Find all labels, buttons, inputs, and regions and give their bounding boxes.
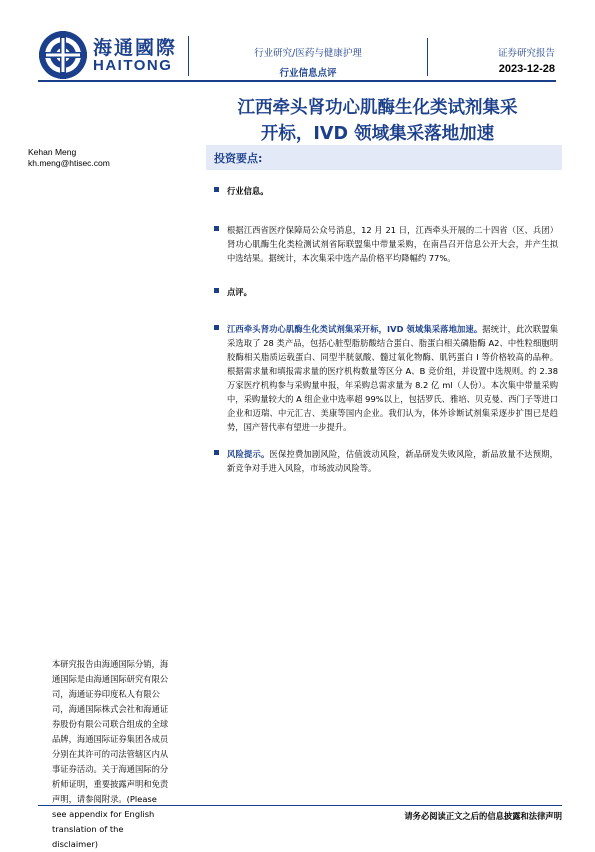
logo-chinese-name: 海通國際 [93,37,178,59]
list-item-lead: 江西牵头肾功心肌酶生化类试剂集采开标，IVD 领域集采落地加速。 [227,324,483,334]
report-category: 行业研究/医药与健康护理 [254,48,362,59]
list-item-text [227,322,558,434]
list-item [214,285,558,299]
title-line-1: 江西牵头肾功心肌酶生化类试剂集采 [237,98,518,118]
key-points-header [206,145,562,170]
key-points-title: 投资要点: [214,152,263,165]
bullet-icon [214,288,219,293]
footer-rule [38,805,562,806]
list-item [214,322,558,434]
list-item-lead: 风险提示。 [227,449,270,459]
disclaimer-text: 本研究报告由海通国际分销，海通国际是由海通国际研究有限公司，海通证券印度私人有限公司，海通国际株式会社和海通证券股份有限公司联合组成的全球品牌，海通国际证券集团各成员分别在其许可的司法管辖区内从事证券活动。关于海通国际的分析师证明，重要披露声明和免责声明，请参阅附录。(Please see appendix for English translation of the disclaimer) [52,659,169,849]
list-item [214,184,558,198]
list-item-text: 根据江西省医疗保障局公众号消息，12 月 21 日，江西牵头开展的二十四省（区、兵团）肾功心肌酶生化类检测试剂省际联盟集中带量采购，在南昌召开信息公开大会，并产生拟中选结果。据统计，本次集采中选产品价格平均降幅约 77%。 [227,225,558,263]
list-item-text: 行业信息。 [227,186,269,196]
footer-notice: 请务必阅读正文之后的信息披露和法律声明 [404,811,562,821]
header-divider [188,36,189,76]
key-points-panel [206,145,562,793]
bullet-icon [214,325,219,330]
author-email[interactable]: kh.meng@htisec.com [28,158,110,168]
header-rule [38,80,556,82]
author-block [28,147,110,169]
report-date: 2023-12-28 [498,63,555,75]
list-item-body: 医保控费加剧风险，估值波动风险，新品研发失败风险，新品放量不达预期，新竞争对手进入风险，市场波动风险等。 [227,449,558,473]
list-item [214,223,558,265]
list-item-text: 点评。 [227,287,252,297]
haitong-logo-icon [38,30,88,80]
report-subcategory: 行业信息点评 [279,68,337,79]
logo-english-name: HAITONG [93,57,173,74]
bullet-icon [214,450,219,455]
header-divider [427,38,428,76]
author-name: Kehan Meng [28,147,77,157]
report-title [190,95,565,147]
list-item [214,447,558,475]
bullet-icon [214,226,219,231]
list-item-text [227,447,558,475]
report-type: 证券研究报告 [497,48,555,59]
title-line-2: 开标，IVD 领域集采落地加速 [260,124,495,144]
list-item-body: 据统计，此次联盟集采选取了 28 类产品，包括心脏型脂肪酸结合蛋白、脂蛋白相关磷脂酶 A2、中性粒细胞明胶酶相关脂质运载蛋白、同型半胱氨酸、髓过氧化物酶、肌钙蛋白 I 等价格较高的品种。根据需求量和填报需求量的医疗机构数量等区分 A、B 竞价组，并设置中选规则。约 2.38 万家医疗机构参与采购量申报，年采购总需求量为 8.2 亿 ml（人份）。本次集中带量采购中，采购量较大的 A 组企业中选率超 99%以上，包括罗氏、雅培、贝克曼、西门子等进口企业和迈瑞、中元汇吉、美康等国内企业。我们认为，体外诊断试剂集采逐步扩围已是趋势，国产替代率有望进一步提升。 [227,324,558,432]
bullet-icon [214,187,219,192]
haitong-logo [38,30,88,84]
